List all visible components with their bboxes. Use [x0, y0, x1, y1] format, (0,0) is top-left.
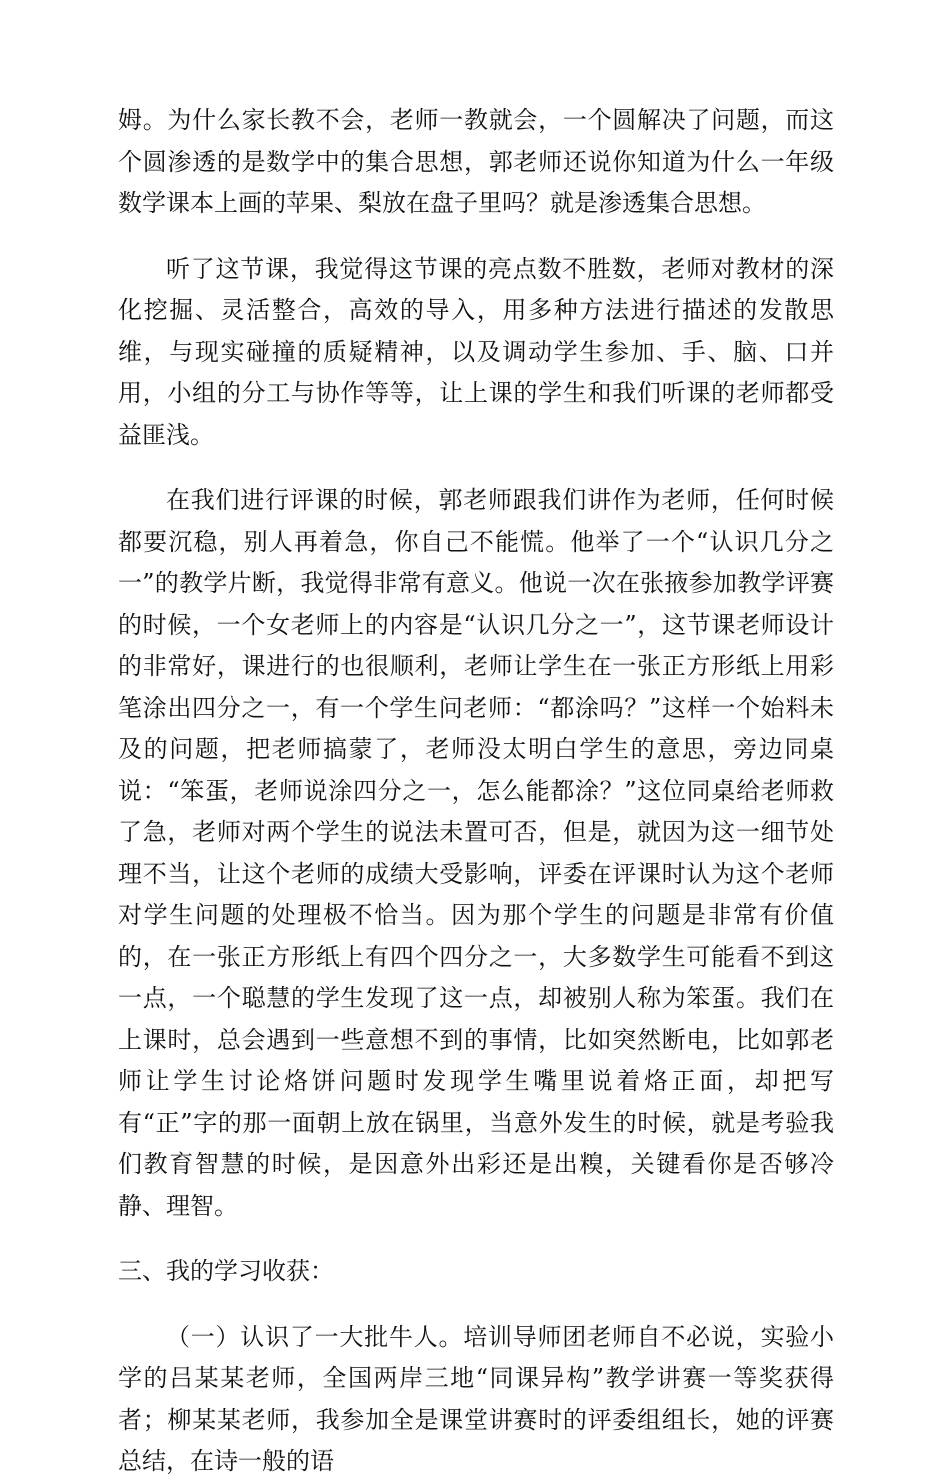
document-body	[118, 100, 834, 1483]
paragraph-continuation: 姆。为什么家长教不会，老师一教就会，一个圆解决了问题，而这个圆渗透的是数学中的集合思想，郭老师还说你知道为什么一年级数学课本上画的苹果、梨放在盘子里吗？就是渗透集合思想。	[118, 106, 834, 217]
section-heading-learning-gains: 三、我的学习收获：	[118, 1257, 334, 1285]
paragraph-lesson-review: 在我们进行评课的时候，郭老师跟我们讲作为老师，任何时候都要沉稳，别人再着急，你自己不能慌。他举了一个“认识几分之一”的教学片断，我觉得非常有意义。他说一次在张掖参加教学评赛的时候，一个女老师上的内容是“认识几分之一”，这节课老师设计的非常好，课进行的也很顺利，老师让学生在一张正方形纸上用彩笔涂出四分之一，有一个学生问老师：“都涂吗？”这样一个始料未及的问题，把老师搞蒙了，老师没太明白学生的意思，旁边同桌说：“笨蛋，老师说涂四分之一，怎么能都涂？”这位同桌给老师救了急，老师对两个学生的说法未置可否，但是，就因为这一细节处理不当，让这个老师的成绩大受影响，评委在评课时认为这个老师对学生问题的处理极不恰当。因为那个学生的问题是非常有价值的，在一张正方形纸上有四个四分之一，大多数学生可能看不到这一点，一个聪慧的学生发现了这一点，却被别人称为笨蛋。我们在上课时，总会遇到一些意想不到的事情，比如突然断电，比如郭老师让学生讨论烙饼问题时发现学生嘴里说着烙正面，却把写有“正”字的那一面朝上放在锅里，当意外发生的时候，就是考验我们教育智慧的时候，是因意外出彩还是出糗，关键看你是否够冷静、理智。	[118, 486, 834, 1220]
paragraph-lesson-highlights: 听了这节课，我觉得这节课的亮点数不胜数，老师对教材的深化挖掘、灵活整合，高效的导入，用多种方法进行描述的发散思维，与现实碰撞的质疑精神，以及调动学生参加、手、脑、口并用，小组的分工与协作等等，让上课的学生和我们听课的老师都受益匪浅。	[118, 254, 834, 449]
paragraph-gain-one: （一）认识了一大批牛人。培训导师团老师自不必说，实验小学的吕某某老师，全国两岸三地“同课异构”教学讲赛一等奖获得者；柳某某老师，我参加全是课堂讲赛时的评委组组长，她的评赛总结，在诗一般的语	[118, 1322, 834, 1475]
